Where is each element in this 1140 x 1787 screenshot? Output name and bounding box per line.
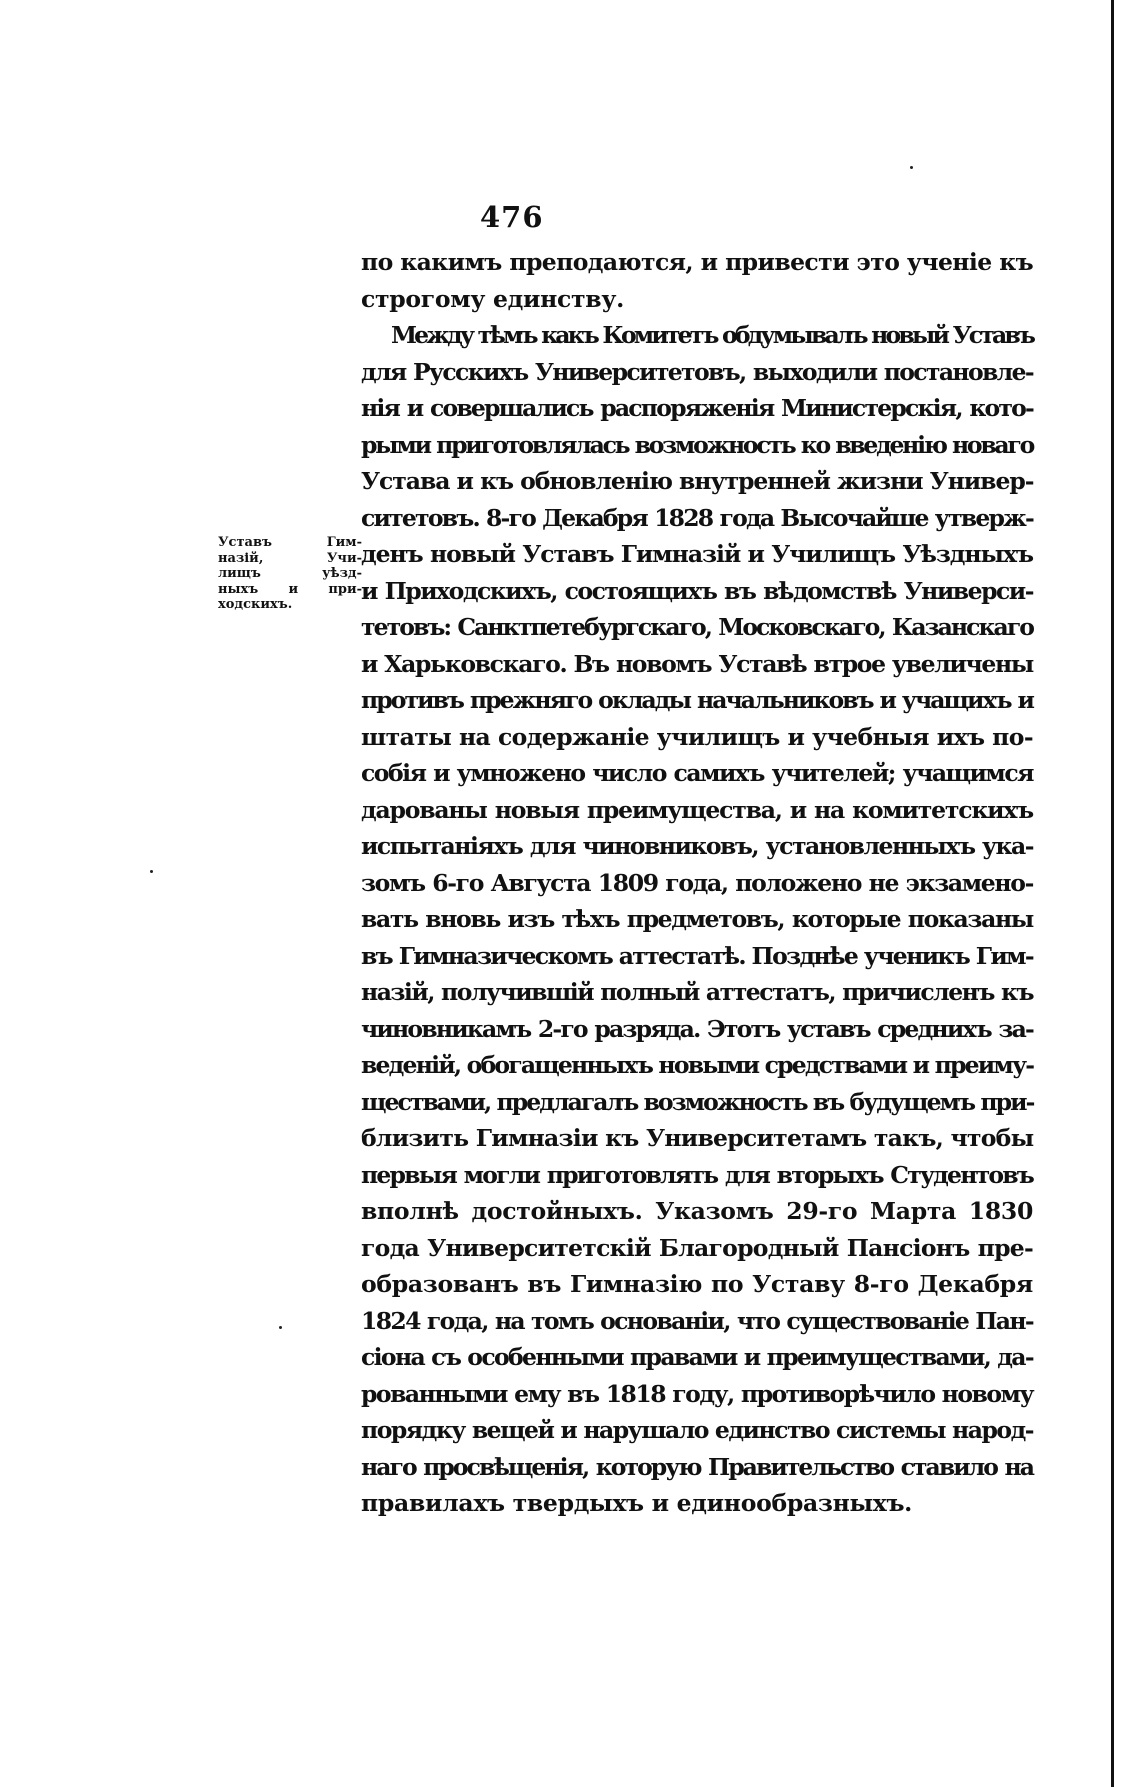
margin-note-line: лищъ уѣзд- bbox=[218, 566, 362, 581]
scan-speck bbox=[150, 870, 153, 873]
text-line: зомъ 6-го Августа 1809 года, положено не экзамено- bbox=[361, 868, 1033, 897]
text-line: штаты на содержаніе училищъ и учебныя ихъ по- bbox=[361, 722, 1033, 751]
text-line: веденій, обогащенныхъ новыми средствами и преиму- bbox=[361, 1051, 1034, 1079]
text-line: въ Гимназическомъ аттестатѣ. Позднѣе ученикъ Гим- bbox=[361, 941, 1033, 970]
text-line: ществами, предлагалъ возможность въ будущемъ при- bbox=[361, 1087, 1034, 1116]
text-line: и Приходскихъ, состоящихъ въ вѣдомствѣ Универси- bbox=[361, 576, 1033, 605]
text-line: образованъ въ Гимназію по Уставу 8-го Декабря bbox=[361, 1270, 1033, 1298]
scan-speck bbox=[910, 166, 913, 169]
page-number: 476 bbox=[480, 200, 544, 234]
margin-note-line: Уставъ Гим- bbox=[218, 535, 362, 550]
margin-note-line: ныхъ и при- bbox=[218, 581, 362, 597]
text-line: года Университетскій Благородный Пансіонъ пре- bbox=[361, 1233, 1033, 1262]
text-line: наго просвѣщенія, которую Правительство ставило на bbox=[361, 1452, 1033, 1481]
text-line: и Харьковскаго. Въ новомъ Уставѣ втрое увеличены bbox=[361, 649, 1033, 678]
text-line: первыя могли приготовлять для вторыхъ Студентовъ bbox=[361, 1160, 1033, 1189]
text-line: вполнѣ достойныхъ. Указомъ 29-го Марта 1830 bbox=[361, 1197, 1033, 1225]
text-line: рыми приготовлялась возможность ко введенію новаго bbox=[361, 430, 1033, 459]
text-line: ситетовъ. 8-го Декабря 1828 года Высочайше утверж- bbox=[361, 503, 1033, 532]
scan-speck bbox=[279, 1326, 282, 1329]
margin-note-line: ходскихъ. bbox=[218, 597, 293, 612]
text-line: собія и умножено число самихъ учителей; учащимся bbox=[361, 759, 1033, 787]
text-line: Устава и къ обновленію внутренней жизни Универ- bbox=[361, 467, 1034, 495]
text-line: Между тѣмъ какъ Комитетъ обдумывалъ новый Уставъ bbox=[391, 321, 1033, 349]
text-line: назій, получившій полный аттестатъ, причисленъ къ bbox=[361, 978, 1033, 1006]
text-line: рованными ему въ 1818 году, противорѣчило новому bbox=[361, 1379, 1033, 1408]
text-line: 1824 года, на томъ основаніи, что существованіе Пан- bbox=[361, 1306, 1033, 1335]
text-line: чиновникамъ 2-го разряда. Этотъ уставъ среднихъ за- bbox=[361, 1014, 1033, 1043]
text-line: тетовъ: Санктпетебургскаго, Московскаго, Казанскаго bbox=[361, 613, 1033, 641]
margin-note-line: назій, Учи- bbox=[218, 550, 362, 566]
text-line: вать вновь изъ тѣхъ предметовъ, которые показаны bbox=[361, 905, 1033, 933]
scan-right-edge bbox=[1111, 0, 1114, 1787]
text-line: для Русскихъ Университетовъ, выходили постановле- bbox=[361, 357, 1033, 386]
text-line: противъ прежняго оклады начальниковъ и учащихъ и bbox=[361, 686, 1033, 714]
text-line: нія и совершались распоряженія Министерскія, кото- bbox=[361, 394, 1033, 422]
text-line: по какимъ преподаются, и привести это ученіе къ bbox=[361, 248, 1033, 276]
text-line: порядку вещей и нарушало единство системы народ- bbox=[361, 1416, 1033, 1444]
text-line: близить Гимназіи къ Университетамъ такъ, чтобы bbox=[361, 1124, 1034, 1152]
body-text bbox=[361, 244, 1033, 1522]
text-line: испытаніяхъ для чиновниковъ, установленныхъ ука- bbox=[361, 832, 1033, 860]
text-line: правилахъ твердыхъ и единообразныхъ. bbox=[361, 1489, 913, 1517]
text-line: дарованы новыя преимущества, и на комитетскихъ bbox=[361, 795, 1033, 824]
text-line: денъ новый Уставъ Гимназій и Училищъ Уѣздныхъ bbox=[361, 540, 1033, 568]
margin-note bbox=[218, 535, 362, 613]
text-line: сіона съ особенными правами и преимуществами, да- bbox=[361, 1343, 1033, 1371]
text-line: строгому единству. bbox=[361, 284, 624, 313]
